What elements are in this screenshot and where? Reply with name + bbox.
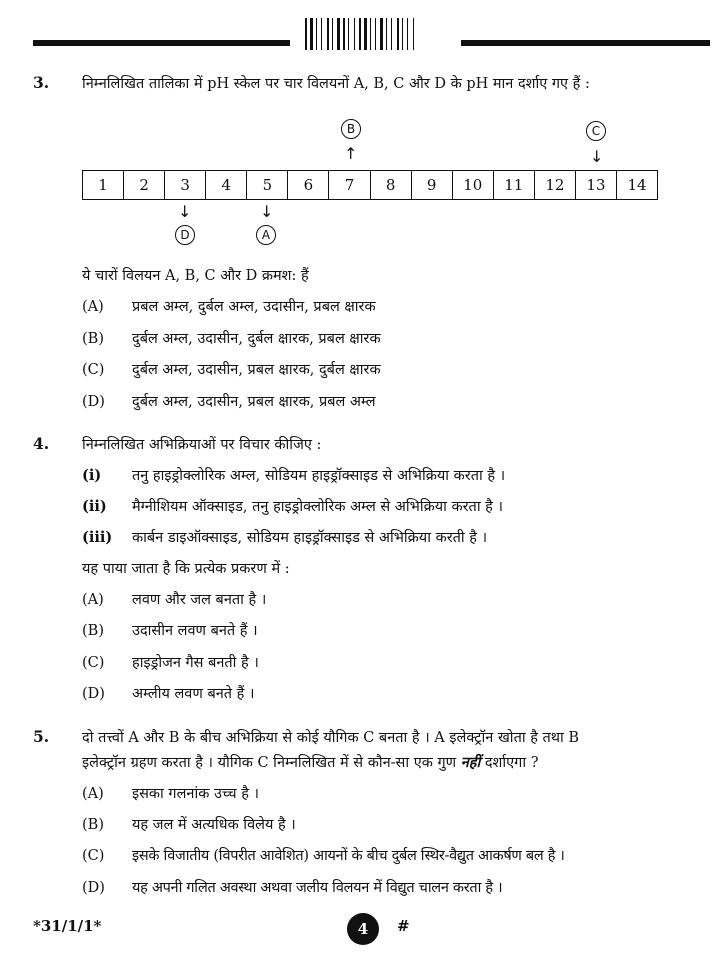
ph-cell: 1 <box>83 171 124 199</box>
question-5-option-b <box>82 814 296 834</box>
option-text: उदासीन लवण बनते हैं । <box>132 623 258 639</box>
option-label: (D) <box>82 686 105 702</box>
barcode-bar <box>343 18 345 50</box>
barcode-bar <box>391 18 392 50</box>
question-5-option-d <box>82 877 502 897</box>
marker-c-arrow: ↓ <box>590 147 604 166</box>
barcode-bar <box>370 18 371 50</box>
question-4-reaction-i <box>82 465 505 485</box>
ph-cell: 13 <box>576 171 617 199</box>
option-label: (A) <box>82 592 104 608</box>
option-label: (C) <box>82 655 105 671</box>
reaction-text: मैग्नीशियम ऑक्साइड, तनु हाइड्रोक्लोरिक अम्ल से अभिक्रिया करता है । <box>132 499 503 515</box>
option-text: लवण और जल बनता है । <box>132 592 267 608</box>
question-4-option-c <box>82 652 259 672</box>
ph-scale <box>82 170 658 200</box>
option-text: दुर्बल अम्ल, उदासीन, प्रबल क्षारक, प्रबल अम्ल <box>132 394 376 410</box>
question-4-option-b <box>82 620 258 640</box>
question-5-line-1: दो तत्त्वों A और B के बीच अभिक्रिया से कोई यौगिक C बनता है । A इलेक्ट्रॉन खोता है तथा B <box>82 730 580 746</box>
marker-b-arrow: ↑ <box>344 144 358 163</box>
option-text: हाइड्रोजन गैस बनती है । <box>132 655 259 671</box>
marker-b-circle: B <box>341 119 361 139</box>
question-3-option-d <box>82 391 376 411</box>
ph-cell: 4 <box>206 171 247 199</box>
ph-cell: 11 <box>494 171 535 199</box>
option-label: (B) <box>82 623 104 639</box>
question-5-option-c <box>82 845 565 865</box>
option-text: प्रबल अम्ल, दुर्बल अम्ल, उदासीन, प्रबल क्षारक <box>132 299 376 315</box>
line-2-pre: इलेक्ट्रॉन ग्रहण करता है । यौगिक C निम्नलिखित में से कौन-सा एक गुण <box>82 755 461 771</box>
ph-cell: 8 <box>371 171 412 199</box>
ph-cell: 2 <box>124 171 165 199</box>
marker-c-circle: C <box>586 121 606 141</box>
option-label: (A) <box>82 786 104 802</box>
barcode-bar <box>407 18 408 50</box>
question-5-option-a <box>82 783 259 803</box>
question-3-lead: ये चारों विलयन A, B, C और D क्रमश: हैं <box>82 268 309 284</box>
barcode-bar <box>359 18 361 50</box>
question-3-option-b <box>82 328 381 348</box>
option-label: (A) <box>82 299 104 315</box>
option-label: (B) <box>82 331 104 347</box>
emphasis-not: नहीं <box>460 754 481 771</box>
barcode-bar <box>310 18 313 50</box>
option-label: (D) <box>82 880 105 896</box>
question-5-line-2 <box>82 752 538 772</box>
marker-d-arrow: ↓ <box>178 202 192 221</box>
question-3-option-a <box>82 296 376 316</box>
ph-cell: 6 <box>288 171 329 199</box>
ph-cell: 10 <box>453 171 494 199</box>
marker-a-circle: A <box>256 225 276 245</box>
ph-cell: 3 <box>165 171 206 199</box>
hash-mark: # <box>397 917 410 935</box>
reaction-label: (iii) <box>82 529 113 546</box>
barcode-bar <box>397 18 399 50</box>
question-4-reaction-iii <box>82 527 487 547</box>
option-label: (C) <box>82 362 105 378</box>
ph-cell: 14 <box>627 176 647 194</box>
barcode-bar <box>332 18 333 50</box>
option-text: यह जल में अत्यधिक विलेय है । <box>132 817 296 833</box>
barcode-bar <box>337 18 340 50</box>
header-rule-left <box>33 40 290 46</box>
ph-cell: 12 <box>535 171 576 199</box>
option-label: (D) <box>82 394 105 410</box>
question-3-number: 3. <box>33 73 50 92</box>
barcode-bar <box>413 18 414 50</box>
question-4-option-a <box>82 589 266 609</box>
reaction-label: (ii) <box>82 498 107 515</box>
ph-cell: 9 <box>412 171 453 199</box>
question-3-option-c <box>82 359 381 379</box>
page-number: 4 <box>347 913 379 945</box>
barcode-bar <box>364 18 367 50</box>
ph-cell: 5 <box>247 171 288 199</box>
barcode-bar <box>348 18 349 50</box>
barcode-bar <box>327 18 329 50</box>
question-5-number: 5. <box>33 727 50 746</box>
barcode-bar <box>386 18 387 50</box>
reaction-label: (i) <box>82 467 102 484</box>
header-rule-right <box>461 40 710 46</box>
barcode-bar <box>354 18 355 50</box>
barcode-bar <box>316 18 317 50</box>
option-label: (C) <box>82 848 105 864</box>
barcode <box>305 18 439 50</box>
option-text: इसका गलनांक उच्च है । <box>132 786 259 802</box>
barcode-bar <box>321 18 322 50</box>
option-text: अम्लीय लवण बनते हैं । <box>132 686 255 702</box>
marker-a-arrow: ↓ <box>260 202 274 221</box>
marker-d-circle: D <box>175 225 195 245</box>
question-4-reaction-ii <box>82 496 503 516</box>
barcode-bar <box>380 18 383 50</box>
reaction-text: तनु हाइड्रोक्लोरिक अम्ल, सोडियम हाइड्रॉक्साइड से अभिक्रिया करता है । <box>132 468 506 484</box>
line-2-post: दर्शाएगा ? <box>480 755 539 771</box>
option-text: यह अपनी गलित अवस्था अथवा जलीय विलयन में विद्युत चालन करता है । <box>132 880 503 896</box>
question-3-text: निम्नलिखित तालिका में pH स्केल पर चार विलयनों A, B, C और D के pH मान दर्शाए गए हैं : <box>82 76 590 92</box>
question-4-number: 4. <box>33 434 50 453</box>
reaction-text: कार्बन डाइऑक्साइड, सोडियम हाइड्रॉक्साइड से अभिक्रिया करती है । <box>132 530 488 546</box>
ph-cell: 7 <box>329 171 370 199</box>
option-text: दुर्बल अम्ल, उदासीन, प्रबल क्षारक, दुर्बल क्षारक <box>132 362 381 378</box>
option-text: दुर्बल अम्ल, उदासीन, दुर्बल क्षारक, प्रबल क्षारक <box>132 331 381 347</box>
barcode-bar <box>375 18 376 50</box>
question-4-lead: यह पाया जाता है कि प्रत्येक प्रकरण में : <box>82 561 290 577</box>
question-4-text: निम्नलिखित अभिक्रियाओं पर विचार कीजिए : <box>82 437 322 453</box>
option-label: (B) <box>82 817 104 833</box>
barcode-bar <box>305 18 307 50</box>
barcode-bar <box>402 18 403 50</box>
paper-code: *31/1/1* <box>33 917 102 935</box>
option-text: इसके विजातीय (विपरीत आवेशित) आयनों के बीच दुर्बल स्थिर-वैद्युत आकर्षण बल है । <box>132 848 565 864</box>
question-4-option-d <box>82 683 254 703</box>
